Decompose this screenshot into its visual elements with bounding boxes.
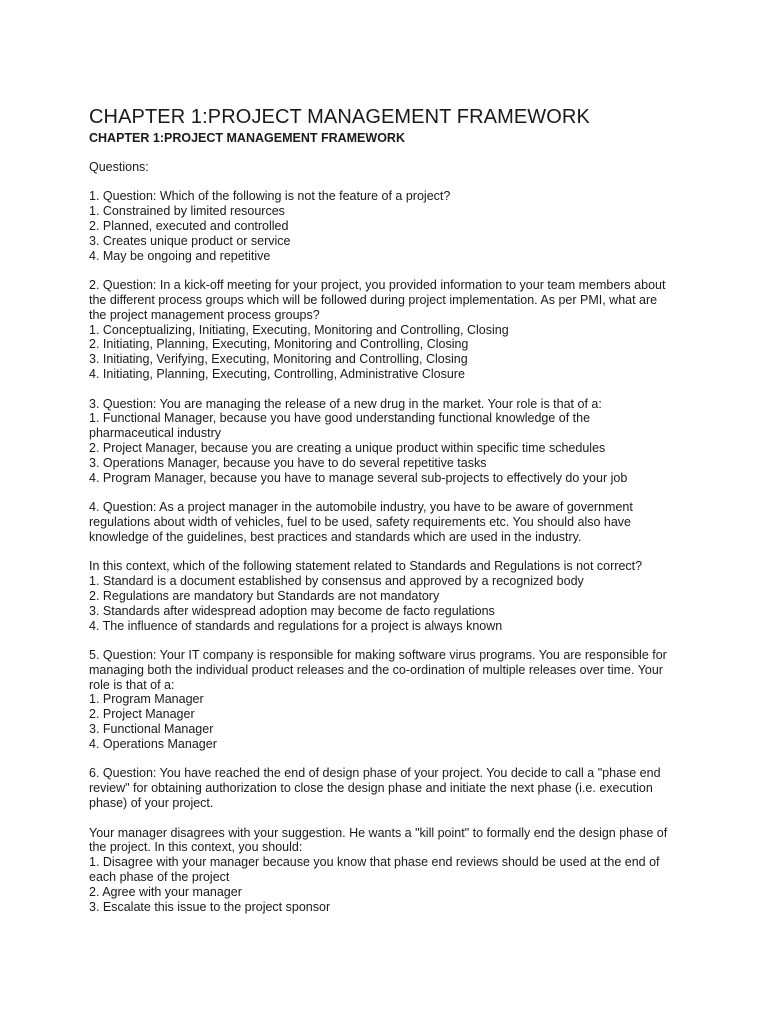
- question-1-line: 1. Question: Which of the following is not the feature of a project?: [89, 189, 451, 204]
- question-3-option: 3. Operations Manager, because you have to do several repetitive tasks: [89, 455, 487, 470]
- spacer: [89, 175, 729, 190]
- question-1: [89, 189, 729, 263]
- question-5: [89, 648, 729, 752]
- question-5-option: 2. Project Manager: [89, 707, 195, 722]
- question-6-context-line: Your manager disagrees with your suggestion. He wants a "kill point" to formally end the design phase of: [89, 825, 668, 840]
- spacer: [89, 633, 729, 648]
- question-6-line: phase) of your project.: [89, 796, 214, 811]
- question-2-line: 2. Question: In a kick-off meeting for your project, you provided information to your team members about: [89, 278, 666, 293]
- question-5-option: 1. Program Manager: [89, 692, 204, 707]
- question-1-option: 2. Planned, executed and controlled: [89, 218, 289, 233]
- spacer: [89, 382, 729, 397]
- question-4-option: 1. Standard is a document established by consensus and approved by a recognized body: [89, 574, 584, 589]
- question-5-line: 5. Question: Your IT company is responsible for making software virus programs. You are responsible for: [89, 648, 667, 663]
- question-6-option: 3. Escalate this issue to the project sponsor: [89, 899, 331, 914]
- question-4: [89, 500, 729, 544]
- question-4-line: regulations about width of vehicles, fuel to be used, safety requirements etc. You should also have: [89, 514, 632, 529]
- question-2-option: 1. Conceptualizing, Initiating, Executing, Monitoring and Controlling, Closing: [89, 322, 509, 337]
- question-6-option: 2. Agree with your manager: [89, 884, 242, 899]
- question-3-option: 2. Project Manager, because you are creating a unique product within specific time schedules: [89, 440, 606, 455]
- question-2: [89, 278, 729, 382]
- question-3-line: 3. Question: You are managing the release of a new drug in the market. Your role is that of a:: [89, 396, 602, 411]
- question-4-context-line: In this context, which of the following statement related to Standards and Regulations is not correct?: [89, 559, 643, 574]
- spacer: [89, 545, 729, 560]
- question-4-option: 3. Standards after widespread adoption may become de facto regulations: [89, 603, 495, 618]
- question-2-line: the different process groups which will be followed during project implementation. As per PMI, what are: [89, 292, 658, 307]
- question-5-option: 4. Operations Manager: [89, 736, 217, 751]
- question-4-line: knowledge of the guidelines, best practices and standards which are used in the industry.: [89, 529, 582, 544]
- question-2-line: the project management process groups?: [89, 307, 320, 322]
- spacer: [89, 811, 729, 826]
- question-3-option: 1. Functional Manager, because you have good understanding functional knowledge of the: [89, 411, 591, 426]
- question-1-option: 3. Creates unique product or service: [89, 233, 291, 248]
- question-6: [89, 766, 729, 810]
- question-6-option: each phase of the project: [89, 870, 230, 885]
- spacer: [89, 145, 729, 160]
- question-5-line: managing both the individual product releases and the co-ordination of multiple releases over time. Your: [89, 662, 663, 677]
- questions-heading: Questions:: [89, 159, 149, 174]
- question-1-option: 1. Constrained by limited resources: [89, 204, 285, 219]
- spacer: [89, 752, 729, 767]
- question-2-option: 4. Initiating, Planning, Executing, Controlling, Administrative Closure: [89, 366, 465, 381]
- question-4-line: 4. Question: As a project manager in the automobile industry, you have to be aware of government: [89, 500, 633, 515]
- question-3-option: pharmaceutical industry: [89, 426, 222, 441]
- question-2-option: 2. Initiating, Planning, Executing, Monitoring and Controlling, Closing: [89, 337, 469, 352]
- question-4-option: 4. The influence of standards and regulations for a project is always known: [89, 618, 503, 633]
- document-page: [89, 105, 729, 914]
- question-4-option: 2. Regulations are mandatory but Standards are not mandatory: [89, 588, 440, 603]
- question-6-line: review" for obtaining authorization to close the design phase and initiate the next phase (i.e. execution: [89, 781, 653, 796]
- question-6-line: 6. Question: You have reached the end of design phase of your project. You decide to call a "phase end: [89, 766, 661, 781]
- document-subtitle: CHAPTER 1:PROJECT MANAGEMENT FRAMEWORK: [89, 131, 405, 145]
- question-2-option: 3. Initiating, Verifying, Executing, Monitoring and Controlling, Closing: [89, 352, 468, 367]
- question-3-option: 4. Program Manager, because you have to manage several sub-projects to effectively do your job: [89, 470, 628, 485]
- question-6-context-line: the project. In this context, you should:: [89, 840, 303, 855]
- document-title: CHAPTER 1:PROJECT MANAGEMENT FRAMEWORK: [89, 106, 590, 128]
- question-6-context: [89, 826, 729, 915]
- question-6-option: 1. Disagree with your manager because you know that phase end reviews should be used at the end of: [89, 855, 660, 870]
- question-1-option: 4. May be ongoing and repetitive: [89, 248, 271, 263]
- question-5-option: 3. Functional Manager: [89, 722, 214, 737]
- spacer: [89, 263, 729, 278]
- spacer: [89, 485, 729, 500]
- question-5-line: role is that of a:: [89, 677, 175, 692]
- question-4-context: [89, 559, 729, 633]
- question-3: [89, 397, 729, 486]
